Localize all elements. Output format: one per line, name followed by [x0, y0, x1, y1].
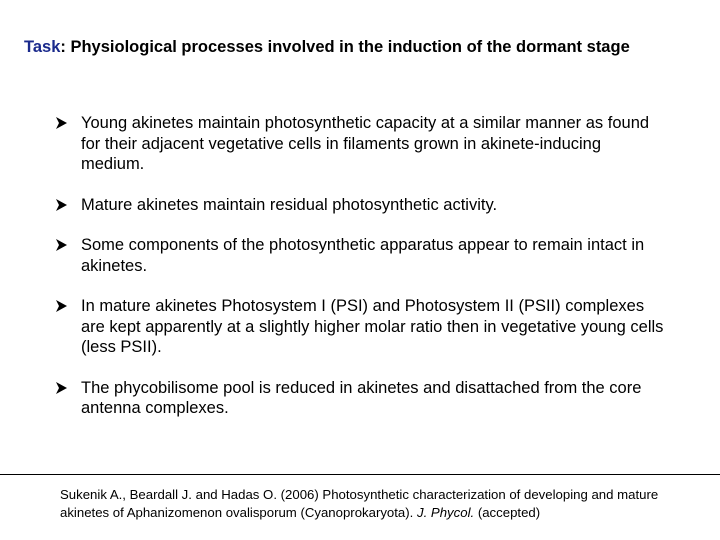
arrowhead-bullet-icon: [55, 379, 69, 397]
arrowhead-bullet-icon: [55, 297, 69, 315]
arrowhead-bullet-icon: [55, 114, 69, 132]
bullet-list: [55, 113, 665, 419]
bullet-item: [55, 296, 665, 358]
arrowhead-bullet-icon: [55, 196, 69, 214]
title-task-label: Task: [24, 38, 61, 56]
bullet-text: In mature akinetes Photosystem I (PSI) and Photosystem II (PSII) complexes are kept apparently at a slightly higher molar ratio then in vegetative young cells (less PSII).: [81, 297, 664, 356]
bullet-item: [55, 195, 665, 216]
title-separator: :: [60, 38, 66, 56]
slide-title: [24, 38, 714, 57]
citation-journal: J. Phycol.: [417, 504, 475, 520]
footer-divider: [0, 474, 720, 475]
bullet-text: Mature akinetes maintain residual photosynthetic activity.: [81, 195, 498, 214]
bullet-text: The phycobilisome pool is reduced in akinetes and disattached from the core antenna complexes.: [81, 378, 642, 417]
bullet-text: Young akinetes maintain photosynthetic capacity at a similar manner as found for their adjacent vegetative cells in filaments grown in akinete-inducing medium.: [81, 114, 650, 173]
bullet-item: [55, 235, 665, 276]
bullet-text: Some components of the photosynthetic apparatus appear to remain intact in akinetes.: [81, 236, 645, 275]
bullet-item: [55, 378, 665, 419]
citation-text: Sukenik A., Beardall J. and Hadas O. (2006) Photosynthetic characterization of developing and mature akinetes of Aphanizomenon ovalisporum (Cyanoprokaryota).: [60, 487, 659, 520]
bullet-item: [55, 113, 665, 175]
citation: [60, 486, 710, 521]
citation-status: (accepted): [474, 504, 541, 520]
arrowhead-bullet-icon: [55, 236, 69, 254]
title-text: Physiological processes involved in the induction of the dormant stage: [65, 38, 630, 56]
